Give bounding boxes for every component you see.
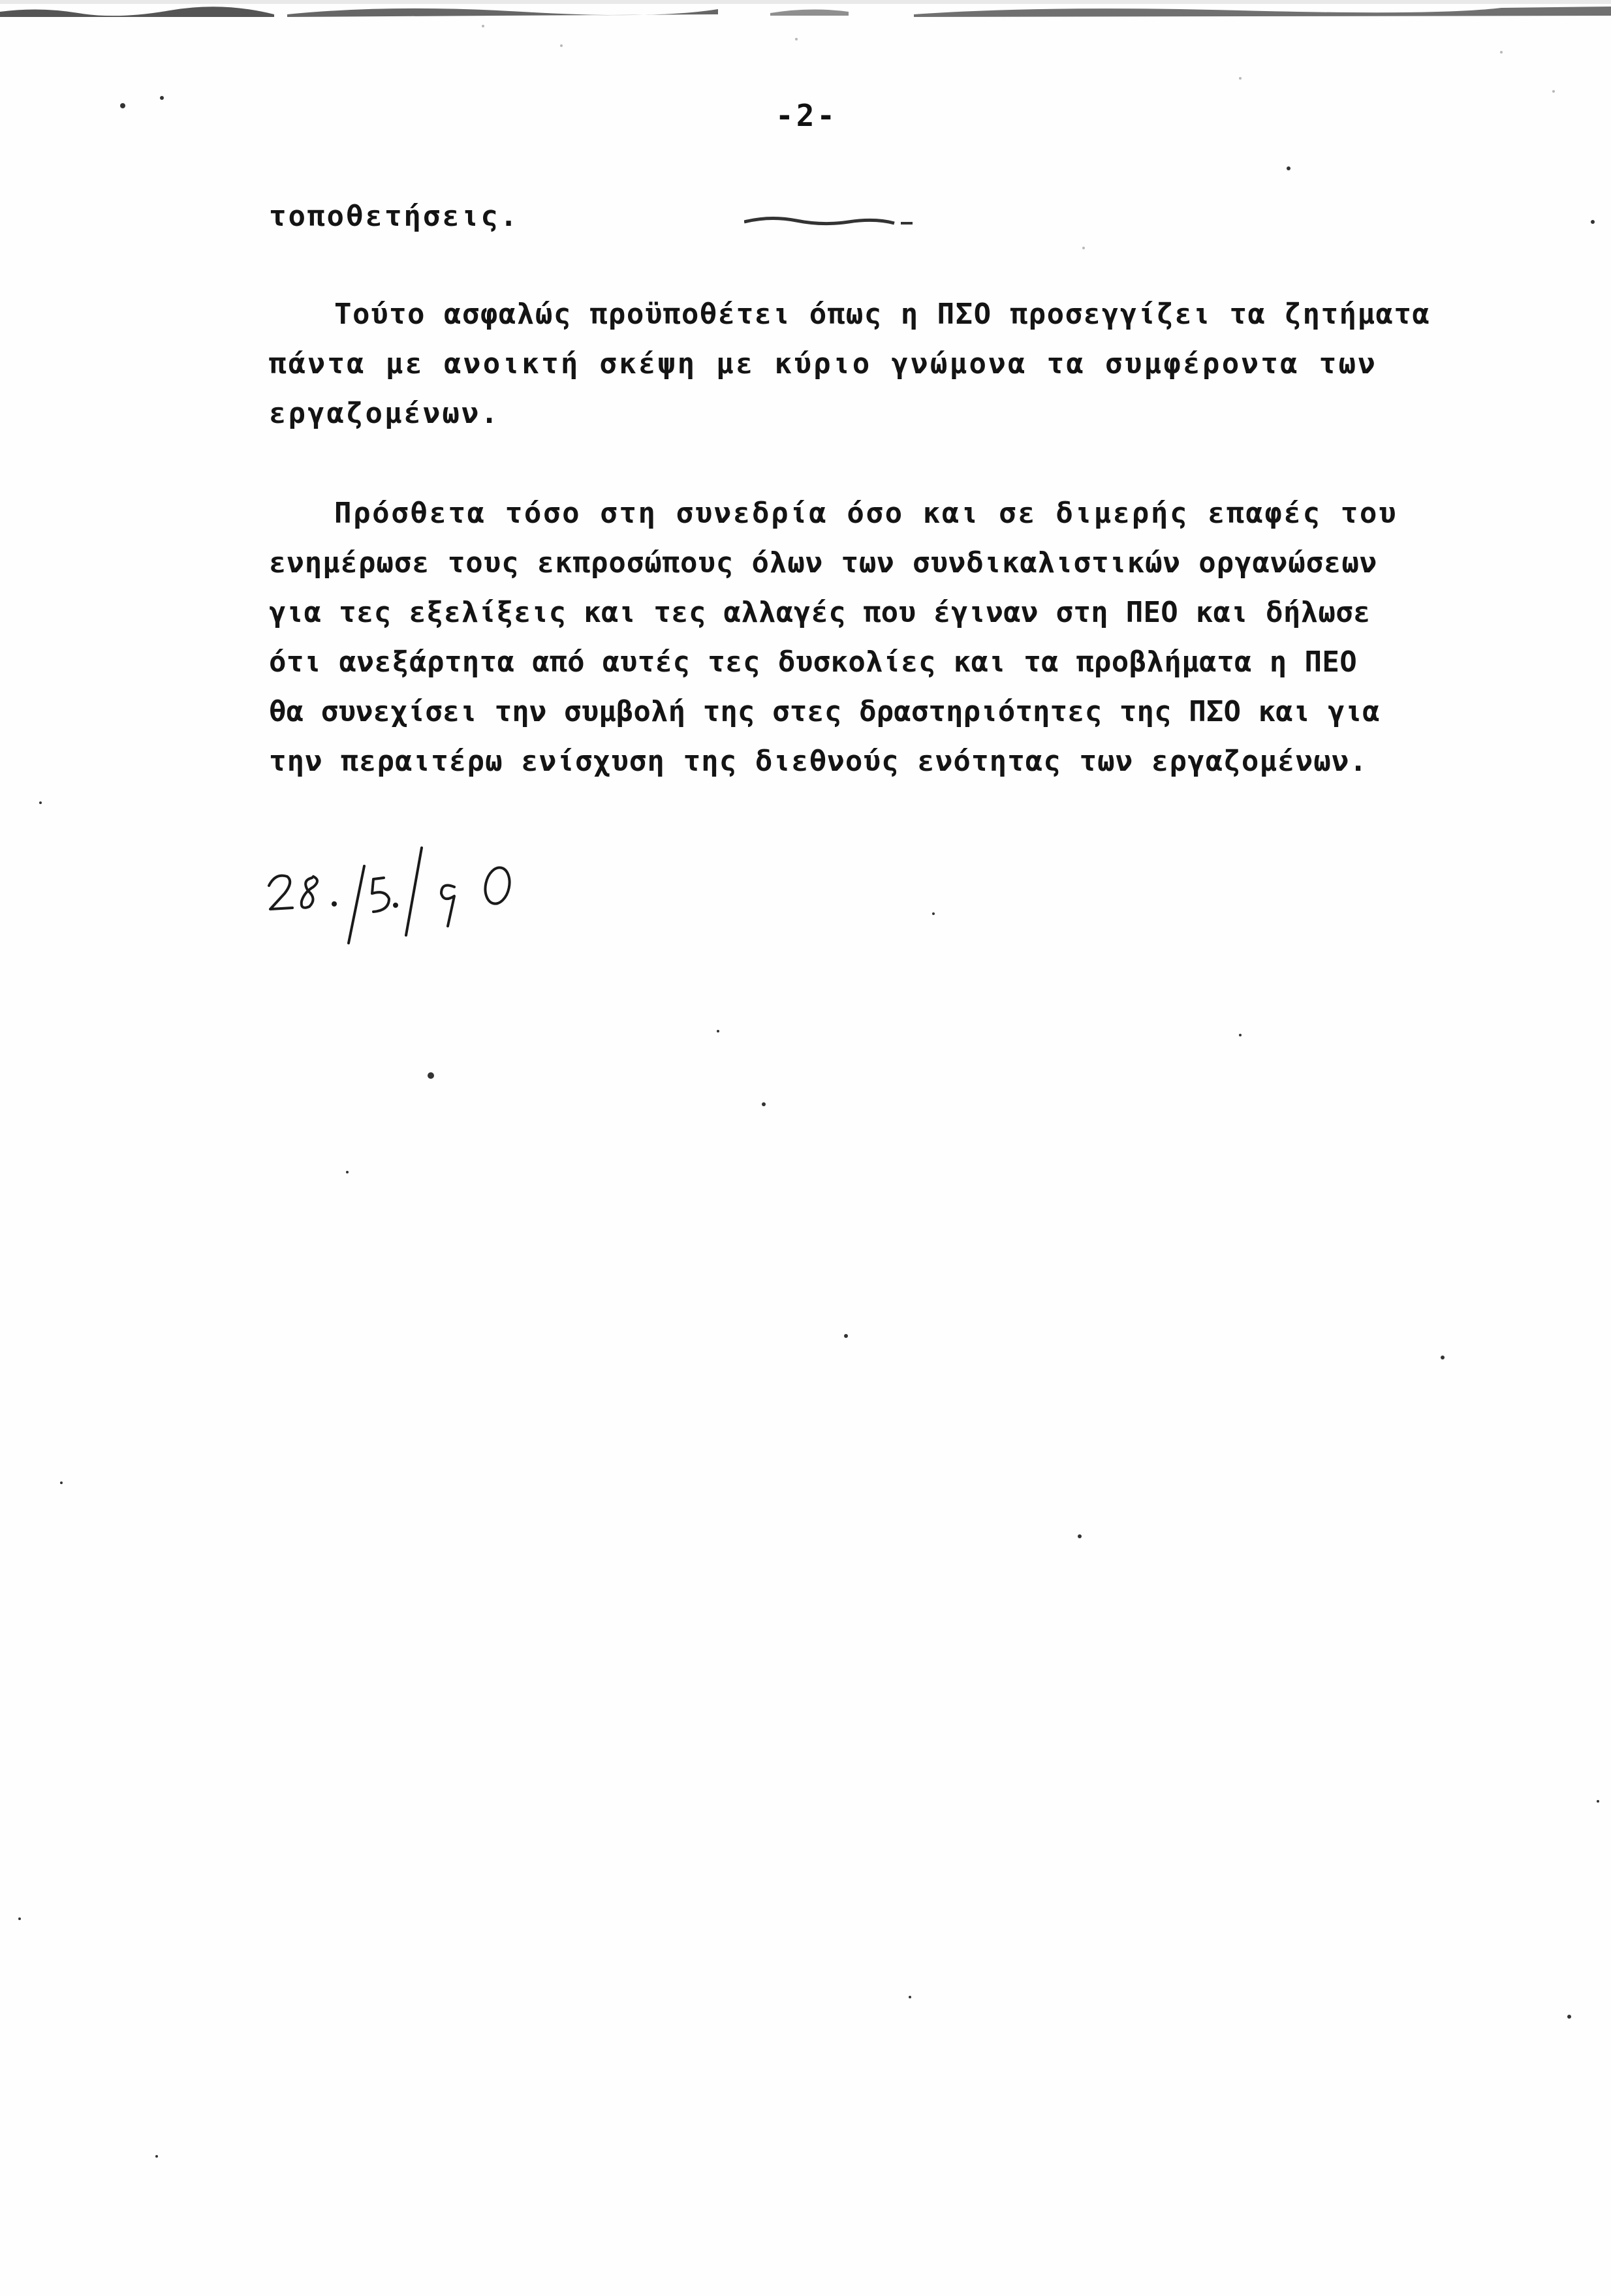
body-line-5: Πρόσθετα τόσο στη συνεδρία όσο και σε διμερής επαφές του — [334, 497, 1398, 530]
scan-top-edge — [0, 0, 1611, 26]
body-line-1: τοποθετήσεις. — [269, 200, 520, 233]
page-number: -2- — [775, 98, 838, 133]
body-line-4: εργαζομένων. — [269, 397, 500, 430]
body-line-8: ότι ανεξάρτητα από αυτές τες δυσκολίες και τα προβλήματα η ΠΕΟ — [269, 645, 1358, 679]
body-line-6: ενημέρωσε τους εκπροσώπους όλων των συνδικαλιστικών οργανώσεων — [269, 546, 1378, 580]
ink-smudge — [744, 210, 914, 230]
body-line-7: για τες εξελίξεις και τες αλλαγές που έγιναν στη ΠΕΟ και δήλωσε — [269, 596, 1371, 629]
handwritten-date — [261, 839, 535, 956]
body-line-9: θα συνεχίσει την συμβολή της στες δραστηριότητες της ΠΣΟ και για — [269, 695, 1380, 728]
body-line-3: πάντα με ανοικτή σκέψη με κύριο γνώμονα τα συμφέροντα των — [269, 347, 1378, 380]
body-line-10: την περαιτέρω ενίσχυση της διεθνούς ενότητας των εργαζομένων. — [269, 745, 1368, 778]
body-line-2: Τούτο ασφαλώς προϋποθέτει όπως η ΠΣΟ προσεγγίζει τα ζητήματα — [334, 298, 1431, 331]
